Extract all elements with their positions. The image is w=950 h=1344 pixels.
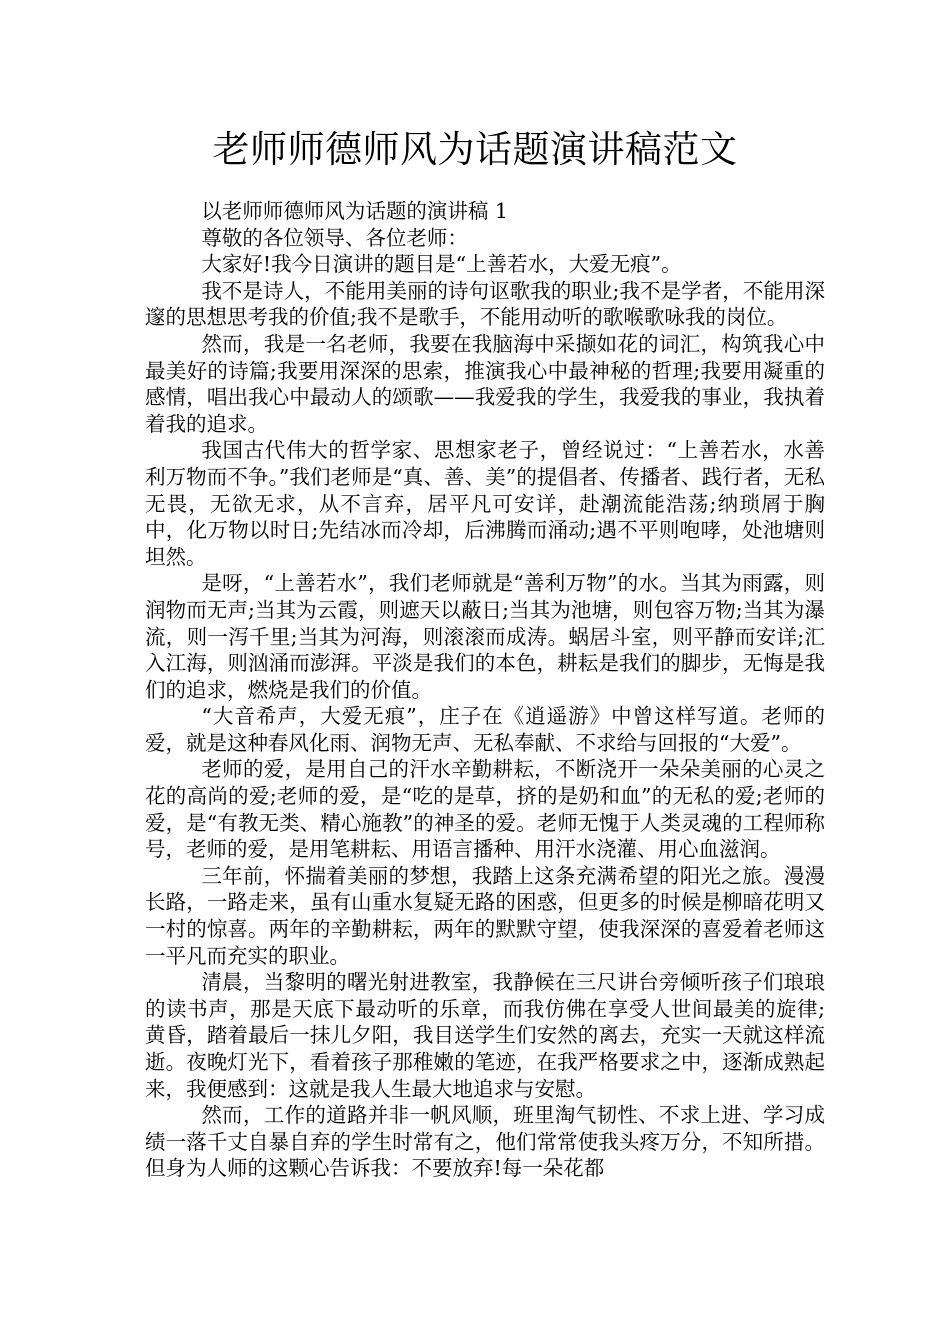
- paragraph: 老师的爱，是用自己的汗水辛勤耕耘，不断浇开一朵朵美丽的心灵之花的高尚的爱;老师的爱，是“吃的是草，挤的是奶和血”的无私的爱;老师的爱，是“有教无类、精心施教”的神圣的爱。老师无愧于人类灵魂的工程师称号，老师的爱，是用笔耕耘、用语言播种、用汗水浇灌、用心血滋润。: [145, 757, 825, 862]
- paragraph: 然而，工作的道路并非一帆风顺，班里淘气韧性、不求上进、学习成绩一落千丈自暴自弃的学生时常有之，他们常常使我头疼万分，不知所措。但身为人师的这颗心告诉我：不要放弃!每一朵花都: [145, 1103, 825, 1181]
- paragraph: 我不是诗人，不能用美丽的诗句讴歌我的职业;我不是学者，不能用深邃的思想思考我的价值;我不是歌手，不能用动听的歌喉歌咏我的岗位。: [145, 278, 825, 330]
- paragraph: 我国古代伟大的哲学家、思想家老子，曾经说过：“上善若水，水善利万物而不争。”我们老师是“真、善、美”的提倡者、传播者、践行者，无私无畏，无欲无求，从不言弃，居平凡可安详，赴潮流能浩荡;纳琐屑于胸中，化万物以时日;先结冰而冷却，后沸腾而涌动;遇不平则咆哮，处池塘则坦然。: [145, 438, 825, 569]
- paragraph: 尊敬的各位领导、各位老师：: [201, 225, 468, 250]
- paragraph: 大家好!我今日演讲的题目是“上善若水，大爱无痕”。: [201, 252, 682, 277]
- document-title: 老师师德师风为话题演讲稿范文: [212, 128, 738, 171]
- paragraph: 然而，我是一名老师，我要在我脑海中采撷如花的词汇，构筑我心中最美好的诗篇;我要用深深的思索，推演我心中最神秘的哲理;我要用凝重的感情，唱出我心中最动人的颂歌——我爱我的学生，我爱我的事业，我执着着我的追求。: [145, 331, 825, 436]
- paragraph: 以老师师德师风为话题的演讲稿 1: [201, 199, 508, 223]
- paragraph: 三年前，怀揣着美丽的梦想，我踏上这条充满希望的阳光之旅。漫漫长路，一路走来，虽有山重水复疑无路的困惑，但更多的时候是柳暗花明又一村的惊喜。两年的辛勤耕耘，两年的默默守望，使我深深的喜爱着老师这一平凡而充实的职业。: [145, 863, 825, 968]
- paragraph: 清晨，当黎明的曙光射进教室，我静候在三尺讲台旁倾听孩子们琅琅的读书声，那是天底下最动听的乐章，而我仿佛在享受人世间最美的旋律;黄昏，踏着最后一抹儿夕阳，我目送学生们安然的离去，充实一天就这样流逝。夜晚灯光下，看着孩子那稚嫩的笔迹，在我严格要求之中，逐渐成熟起来，我便感到：这就是我人生最大地追求与安慰。: [145, 970, 825, 1101]
- document-body: [145, 198, 825, 1182]
- paragraph: 是呀，“上善若水”，我们老师就是“善利万物”的水。当其为雨露，则润物而无声;当其为云霞，则遮天以蔽日;当其为池塘，则包容万物;当其为瀑流，则一泻千里;当其为河海，则滚滚而成涛。蜗居斗室，则平静而安详;汇入江海，则汹涌而澎湃。平淡是我们的本色，耕耘是我们的脚步，无悔是我们的追求，燃烧是我们的价值。: [145, 571, 825, 702]
- paragraph: “大音希声，大爱无痕”，庄子在《逍遥游》中曾这样写道。老师的爱，就是这种春风化雨、润物无声、无私奉献、不求给与回报的“大爱”。: [145, 704, 825, 755]
